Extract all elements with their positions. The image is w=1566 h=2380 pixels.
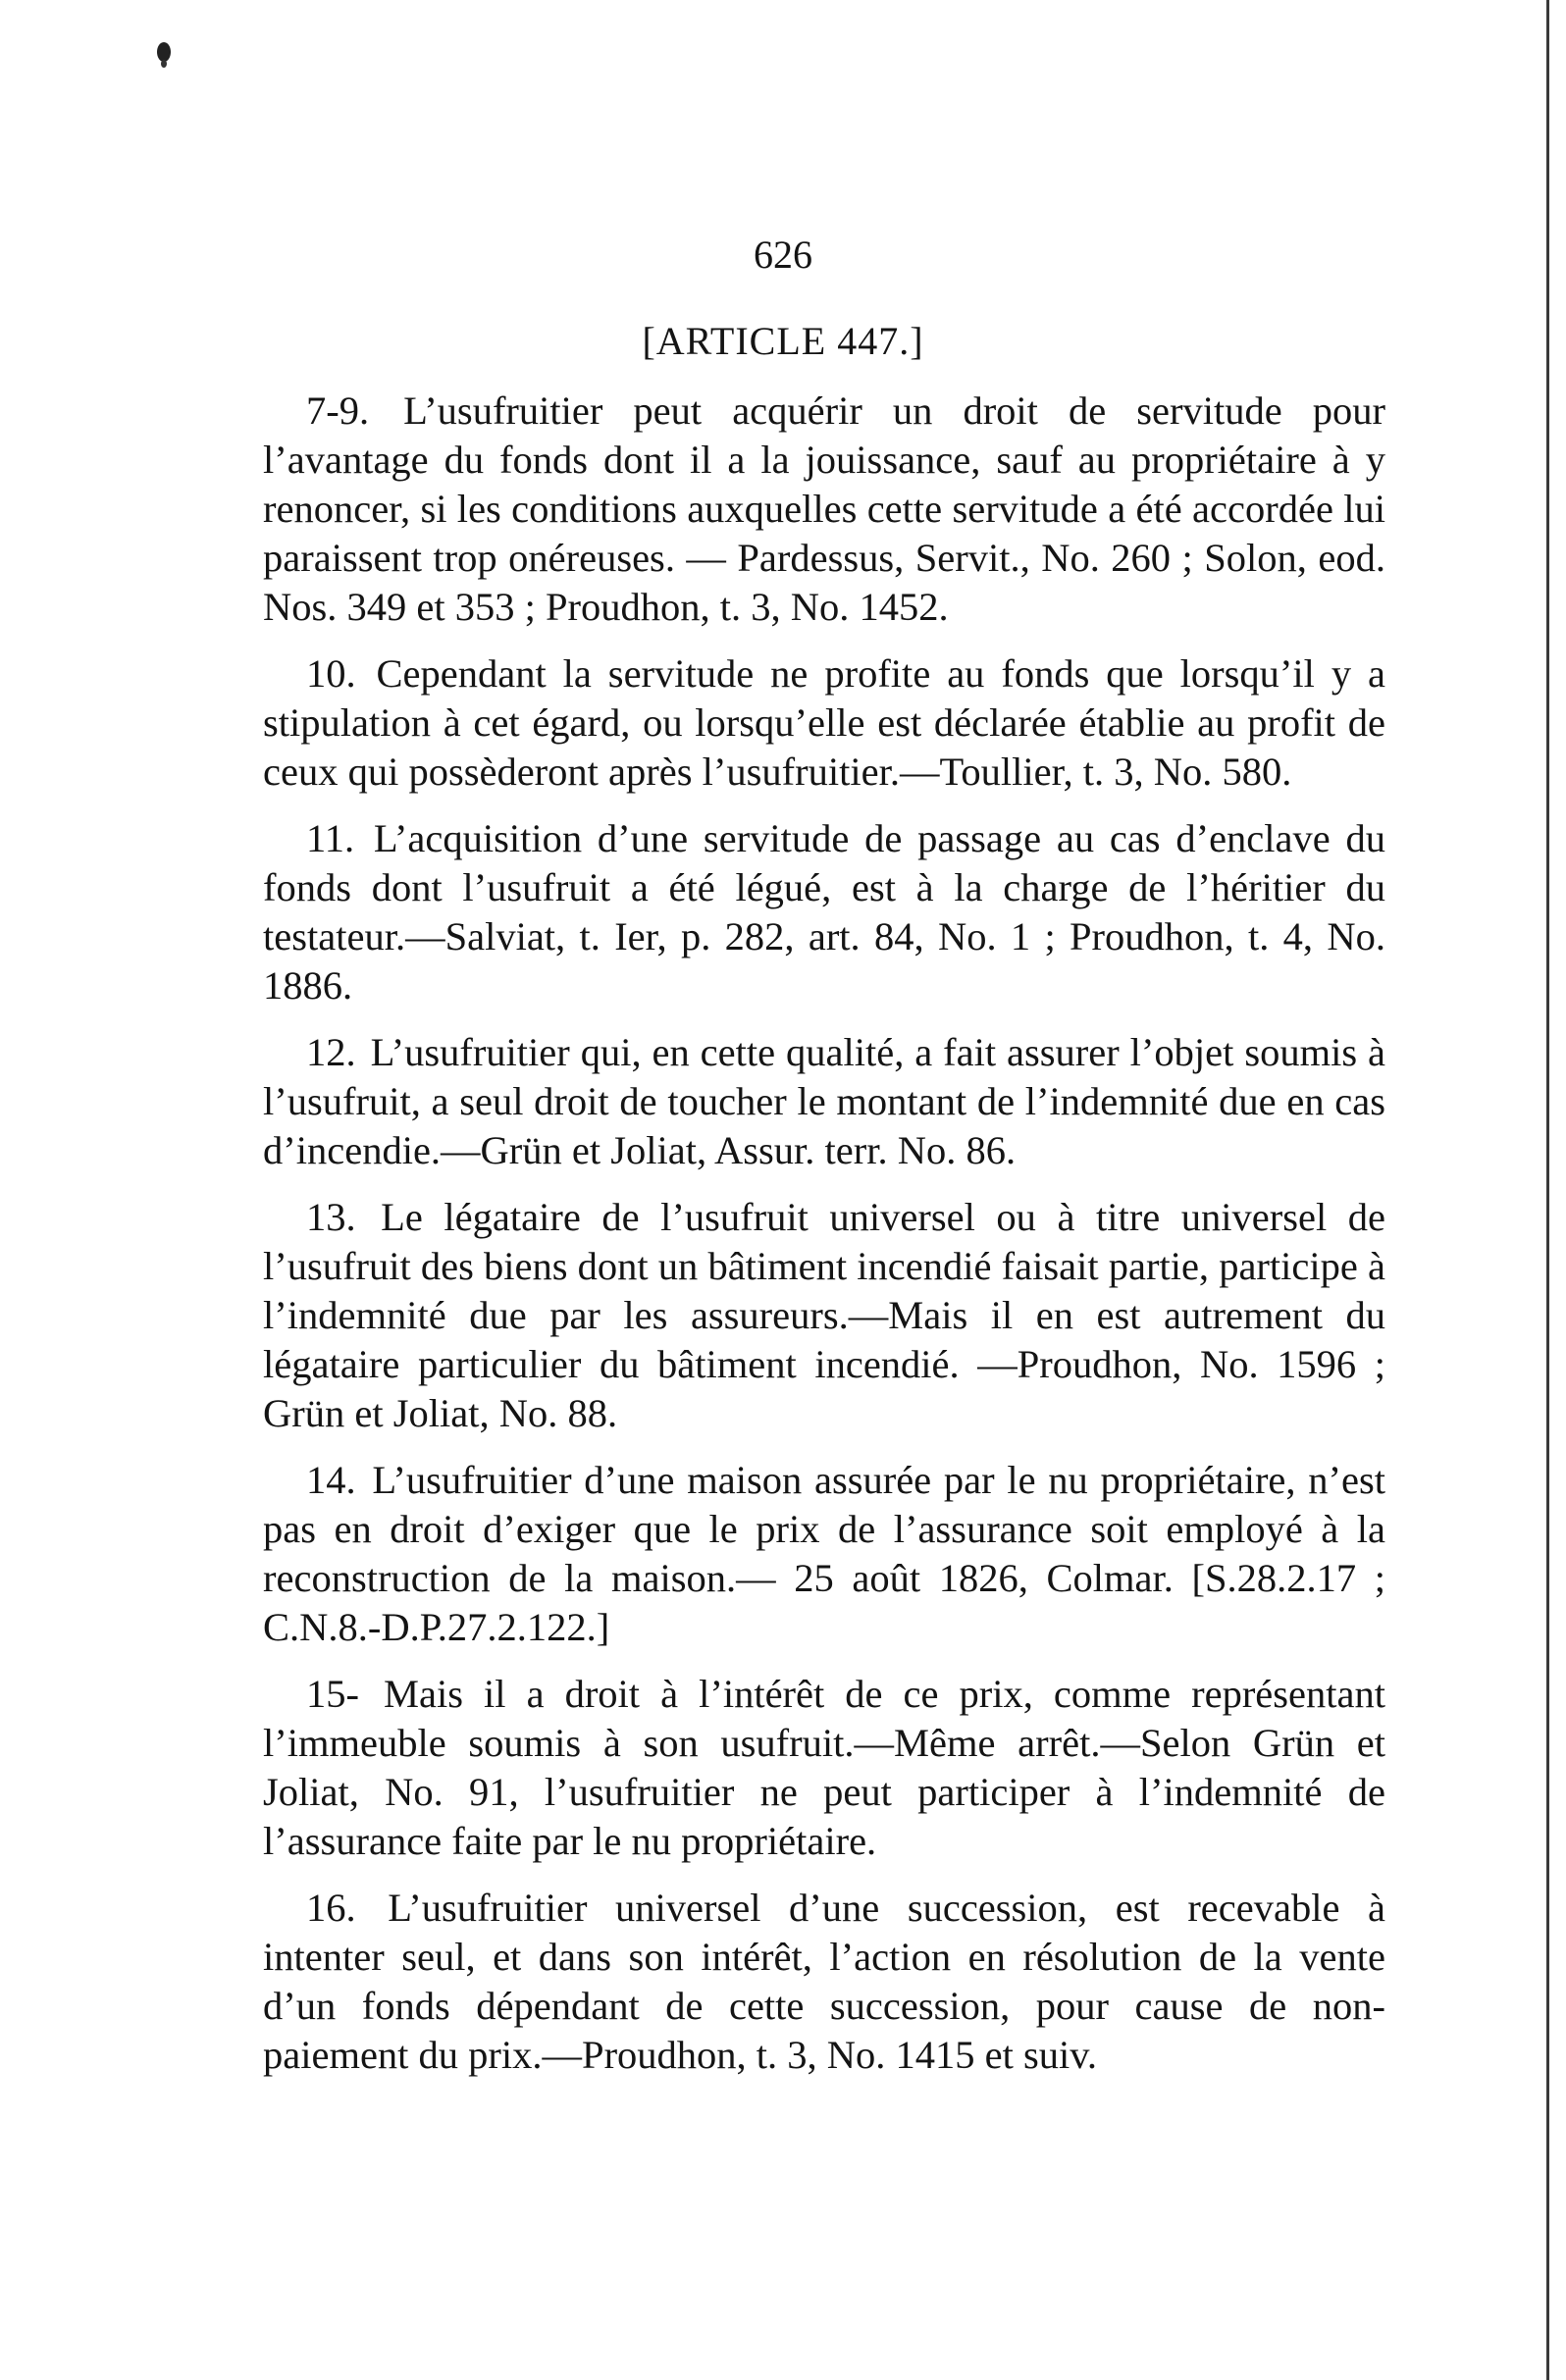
article-heading: [ARTICLE 447.] [642, 319, 924, 363]
paragraph-15 [263, 1670, 1385, 1866]
paragraph-12 [263, 1028, 1385, 1175]
page-edge-line [1546, 0, 1549, 2380]
paragraph-16 [263, 1884, 1385, 2080]
paragraph-11 [263, 814, 1385, 1010]
paragraph-number: 7-9. [306, 388, 370, 433]
paragraph-text: Le légataire de l’usufruit universel ou à titre universel de l’usufruit des biens dont un bâtiment incendié faisait partie, participe à l’indemnité due par les assureurs.—Mais il en est autrement du légataire particulier du bâtiment incendié. —Proudhon, No. 1596 ; Grün et Joliat, No. 88. [263, 1195, 1385, 1435]
paragraph-number: 10. [306, 651, 356, 696]
paragraph-14 [263, 1456, 1385, 1652]
paragraph-text: L’usufruitier peut acquérir un droit de servitude pour l’avantage du fonds dont il a la jouissance, sauf au propriétaire à y renoncer, si les conditions auxquelles cette servitude a été accordée lui paraissent trop onéreuses. — Pardessus, Servit., No. 260 ; Solon, eod. Nos. 349 et 353 ; Proudhon, t. 3, No. 1452. [263, 388, 1385, 629]
paragraph-number: 16. [306, 1886, 356, 1930]
text-body [263, 387, 1385, 2097]
paragraph-text: Cependant la servitude ne profite au fonds que lorsqu’il y a stipulation à cet égard, ou lorsqu’elle est déclarée établie au profit de ceux qui possèderont après l’usufruitier.—Toullier, t. 3, No. 580. [263, 651, 1385, 794]
paragraph-text: L’usufruitier universel d’une succession, est recevable à intenter seul, et dans son intérêt, l’action en résolution de la vente d’un fonds dépendant de cette succession, pour cause de non-paiement du prix.—Proudhon, t. 3, No. 1415 et suiv. [263, 1886, 1385, 2077]
paragraph-number: 13. [306, 1195, 356, 1239]
paragraph-number: 15- [306, 1672, 359, 1716]
paragraph-text: L’usufruitier qui, en cette qualité, a fait assurer l’objet soumis à l’usufruit, a seul droit de toucher le montant de l’indemnité due en cas d’incendie.—Grün et Joliat, Assur. terr. No. 86. [263, 1030, 1386, 1172]
paragraph-number: 12. [306, 1030, 356, 1074]
paragraph-13 [263, 1193, 1385, 1438]
page-number: 626 [754, 233, 812, 277]
ink-blot-mark [153, 39, 175, 69]
paragraph-text: L’acquisition d’une servitude de passage au cas d’enclave du fonds dont l’usufruit a été légué, est à la charge de l’héritier du testateur.—Salviat, t. Ier, p. 282, art. 84, No. 1 ; Proudhon, t. 4, No. 1886. [263, 816, 1386, 1008]
paragraph-number: 14. [306, 1458, 356, 1502]
paragraph-7-9 [263, 387, 1385, 632]
paragraph-number: 11. [306, 816, 355, 860]
paragraph-10 [263, 649, 1385, 797]
paragraph-text: Mais il a droit à l’intérêt de ce prix, comme représentant l’immeuble soumis à son usufruit.—Même arrêt.—Selon Grün et Joliat, No. 91, l’usufruitier ne peut participer à l’indemnité de l’assurance faite par le nu propriétaire. [263, 1672, 1386, 1863]
paragraph-text: L’usufruitier d’une maison assurée par le nu propriétaire, n’est pas en droit d’exiger que le prix de l’assurance soit employé à la reconstruction de la maison.— 25 août 1826, Colmar. [S.28.2.17 ; C.N.8.-D.P.27.2.122.] [263, 1458, 1385, 1649]
